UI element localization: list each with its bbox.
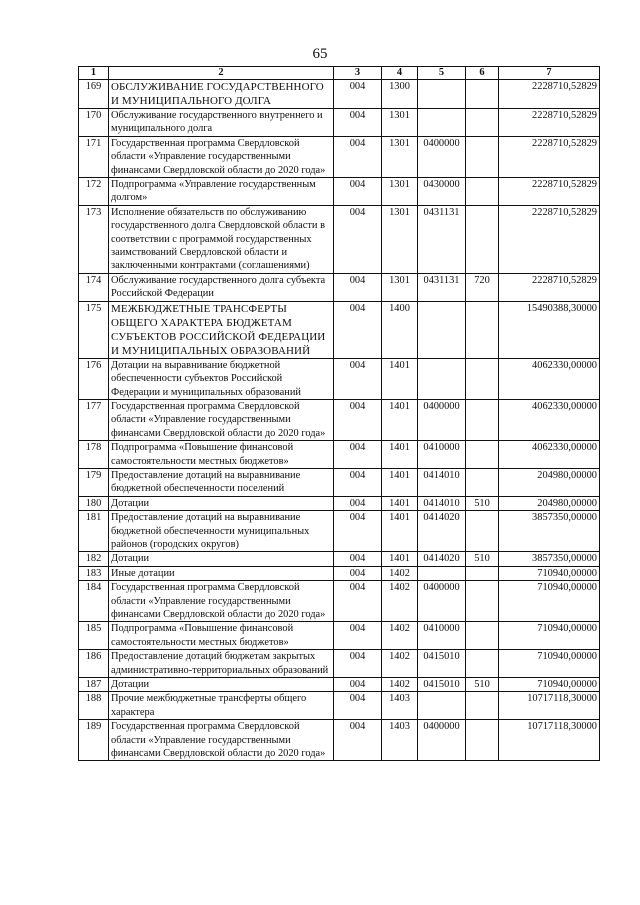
- target-code: [418, 109, 466, 137]
- row-sum: 2228710,52829: [499, 109, 600, 137]
- table-row: [79, 109, 600, 137]
- row-sum: 3857350,00000: [499, 511, 600, 552]
- admin-code: 004: [334, 511, 382, 552]
- expense-type-code: [466, 136, 499, 177]
- table-row: [79, 301, 600, 358]
- row-sum: 2228710,52829: [499, 273, 600, 301]
- admin-code: 004: [334, 80, 382, 109]
- row-sum: 204980,00000: [499, 468, 600, 496]
- target-code: 0431131: [418, 205, 466, 273]
- row-sum: 710940,00000: [499, 678, 600, 692]
- column-header: 2: [109, 67, 334, 80]
- expense-type-code: [466, 468, 499, 496]
- row-sum: 4062330,00000: [499, 358, 600, 399]
- row-name: Дотации: [109, 496, 334, 510]
- admin-code: 004: [334, 650, 382, 678]
- table-row: [79, 650, 600, 678]
- section-code: 1402: [382, 581, 418, 622]
- table-row: [79, 496, 600, 510]
- row-number: 179: [79, 468, 109, 496]
- target-code: 0415010: [418, 678, 466, 692]
- row-name: Подпрограмма «Управление государственным долгом»: [109, 178, 334, 206]
- target-code: [418, 692, 466, 720]
- row-number: 181: [79, 511, 109, 552]
- expense-type-code: [466, 358, 499, 399]
- expense-type-code: [466, 80, 499, 109]
- table-row: [79, 468, 600, 496]
- admin-code: 004: [334, 205, 382, 273]
- expense-type-code: 510: [466, 496, 499, 510]
- target-code: 0430000: [418, 178, 466, 206]
- admin-code: 004: [334, 678, 382, 692]
- column-header: 1: [79, 67, 109, 80]
- table-row: [79, 80, 600, 109]
- column-header: 4: [382, 67, 418, 80]
- expense-type-code: [466, 178, 499, 206]
- row-number: 178: [79, 441, 109, 469]
- table-row: [79, 273, 600, 301]
- expense-type-code: [466, 581, 499, 622]
- row-number: 175: [79, 301, 109, 358]
- table-row: [79, 136, 600, 177]
- section-code: 1301: [382, 109, 418, 137]
- expense-type-code: [466, 720, 499, 761]
- target-code: 0415010: [418, 650, 466, 678]
- table-row: [79, 358, 600, 399]
- table-row: [79, 622, 600, 650]
- section-code: 1402: [382, 566, 418, 580]
- target-code: [418, 566, 466, 580]
- row-name: Иные дотации: [109, 566, 334, 580]
- admin-code: 004: [334, 720, 382, 761]
- row-number: 188: [79, 692, 109, 720]
- table-row: [79, 178, 600, 206]
- expense-type-code: [466, 301, 499, 358]
- target-code: 0414010: [418, 468, 466, 496]
- table-row: [79, 678, 600, 692]
- admin-code: 004: [334, 441, 382, 469]
- target-code: 0400000: [418, 720, 466, 761]
- target-code: [418, 358, 466, 399]
- row-sum: 10717118,30000: [499, 692, 600, 720]
- section-code: 1402: [382, 678, 418, 692]
- row-sum: 2228710,52829: [499, 136, 600, 177]
- target-code: 0414010: [418, 496, 466, 510]
- section-code: 1401: [382, 468, 418, 496]
- row-number: 184: [79, 581, 109, 622]
- row-name: ОБСЛУЖИВАНИЕ ГОСУДАРСТВЕННОГО И МУНИЦИПАЛЬНОГО ДОЛГА: [109, 80, 334, 109]
- row-number: 174: [79, 273, 109, 301]
- expense-type-code: 510: [466, 678, 499, 692]
- target-code: [418, 301, 466, 358]
- section-code: 1401: [382, 399, 418, 440]
- table-row: [79, 566, 600, 580]
- admin-code: 004: [334, 496, 382, 510]
- row-sum: 2228710,52829: [499, 178, 600, 206]
- row-number: 173: [79, 205, 109, 273]
- admin-code: 004: [334, 136, 382, 177]
- row-name: Обслуживание государственного внутреннего и муниципального долга: [109, 109, 334, 137]
- column-header: 3: [334, 67, 382, 80]
- table-row: [79, 399, 600, 440]
- expense-type-code: [466, 109, 499, 137]
- admin-code: 004: [334, 622, 382, 650]
- section-code: 1401: [382, 552, 418, 566]
- row-number: 176: [79, 358, 109, 399]
- admin-code: 004: [334, 399, 382, 440]
- section-code: 1301: [382, 273, 418, 301]
- column-header: 7: [499, 67, 600, 80]
- section-code: 1300: [382, 80, 418, 109]
- expense-type-code: [466, 650, 499, 678]
- section-code: 1400: [382, 301, 418, 358]
- row-sum: 10717118,30000: [499, 720, 600, 761]
- row-name: Исполнение обязательств по обслуживанию государственного долга Свердловской области в соответствии с программой государственных заимствований Свердловской области и заключенными контрактами (соглашениями): [109, 205, 334, 273]
- row-name: Государственная программа Свердловской области «Управление государственными финансами Свердловской области до 2020 года»: [109, 581, 334, 622]
- header-row: [79, 67, 600, 80]
- row-name: Подпрограмма «Повышение финансовой самостоятельности местных бюджетов»: [109, 441, 334, 469]
- section-code: 1401: [382, 441, 418, 469]
- section-code: 1301: [382, 136, 418, 177]
- section-code: 1401: [382, 496, 418, 510]
- target-code: 0400000: [418, 581, 466, 622]
- row-name: Дотации: [109, 678, 334, 692]
- expense-type-code: 510: [466, 552, 499, 566]
- expense-type-code: [466, 205, 499, 273]
- row-number: 186: [79, 650, 109, 678]
- row-number: 180: [79, 496, 109, 510]
- row-sum: 4062330,00000: [499, 399, 600, 440]
- section-code: 1301: [382, 178, 418, 206]
- column-header: 5: [418, 67, 466, 80]
- row-name: Дотации: [109, 552, 334, 566]
- target-code: 0400000: [418, 399, 466, 440]
- row-name: Государственная программа Свердловской области «Управление государственными финансами Свердловской области до 2020 года»: [109, 720, 334, 761]
- row-sum: 710940,00000: [499, 650, 600, 678]
- page-number: 65: [312, 46, 328, 62]
- expense-type-code: [466, 441, 499, 469]
- row-name: Дотации на выравнивание бюджетной обеспеченности субъектов Российской Федерации и муниципальных образований: [109, 358, 334, 399]
- row-number: 170: [79, 109, 109, 137]
- expense-type-code: [466, 511, 499, 552]
- row-sum: 710940,00000: [499, 566, 600, 580]
- admin-code: 004: [334, 358, 382, 399]
- row-name: Предоставление дотаций на выравнивание бюджетной обеспеченности поселений: [109, 468, 334, 496]
- row-sum: 3857350,00000: [499, 552, 600, 566]
- target-code: 0410000: [418, 622, 466, 650]
- row-number: 172: [79, 178, 109, 206]
- section-code: 1402: [382, 622, 418, 650]
- admin-code: 004: [334, 581, 382, 622]
- target-code: 0414020: [418, 511, 466, 552]
- expense-type-code: [466, 622, 499, 650]
- section-code: 1401: [382, 358, 418, 399]
- row-sum: 2228710,52829: [499, 80, 600, 109]
- table-row: [79, 441, 600, 469]
- row-sum: 2228710,52829: [499, 205, 600, 273]
- row-sum: 710940,00000: [499, 622, 600, 650]
- row-number: 187: [79, 678, 109, 692]
- admin-code: 004: [334, 552, 382, 566]
- target-code: 0414020: [418, 552, 466, 566]
- table-row: [79, 552, 600, 566]
- row-name: Подпрограмма «Повышение финансовой самостоятельности местных бюджетов»: [109, 622, 334, 650]
- table-body: [79, 80, 600, 761]
- target-code: 0431131: [418, 273, 466, 301]
- row-sum: 15490388,30000: [499, 301, 600, 358]
- table-row: [79, 205, 600, 273]
- admin-code: 004: [334, 301, 382, 358]
- target-code: 0410000: [418, 441, 466, 469]
- row-number: 185: [79, 622, 109, 650]
- section-code: 1401: [382, 511, 418, 552]
- row-name: Предоставление дотаций бюджетам закрытых административно-территориальных образований: [109, 650, 334, 678]
- table-row: [79, 511, 600, 552]
- row-number: 169: [79, 80, 109, 109]
- row-number: 182: [79, 552, 109, 566]
- table-row: [79, 720, 600, 761]
- admin-code: 004: [334, 109, 382, 137]
- row-name: Прочие межбюджетные трансферты общего характера: [109, 692, 334, 720]
- row-number: 171: [79, 136, 109, 177]
- target-code: 0400000: [418, 136, 466, 177]
- admin-code: 004: [334, 468, 382, 496]
- row-name: Обслуживание государственного долга субъекта Российской Федерации: [109, 273, 334, 301]
- budget-table: [78, 66, 600, 761]
- expense-type-code: [466, 692, 499, 720]
- section-code: 1403: [382, 692, 418, 720]
- section-code: 1402: [382, 650, 418, 678]
- row-number: 189: [79, 720, 109, 761]
- table-row: [79, 692, 600, 720]
- admin-code: 004: [334, 273, 382, 301]
- admin-code: 004: [334, 566, 382, 580]
- expense-type-code: [466, 399, 499, 440]
- admin-code: 004: [334, 178, 382, 206]
- row-sum: 4062330,00000: [499, 441, 600, 469]
- row-name: Государственная программа Свердловской области «Управление государственными финансами Свердловской области до 2020 года»: [109, 399, 334, 440]
- row-sum: 710940,00000: [499, 581, 600, 622]
- row-sum: 204980,00000: [499, 496, 600, 510]
- expense-type-code: 720: [466, 273, 499, 301]
- target-code: [418, 80, 466, 109]
- admin-code: 004: [334, 692, 382, 720]
- row-number: 177: [79, 399, 109, 440]
- row-name: Государственная программа Свердловской области «Управление государственными финансами Свердловской области до 2020 года»: [109, 136, 334, 177]
- row-name: МЕЖБЮДЖЕТНЫЕ ТРАНСФЕРТЫ ОБЩЕГО ХАРАКТЕРА БЮДЖЕТАМ СУБЪЕКТОВ РОССИЙСКОЙ ФЕДЕРАЦИИ И МУНИЦИПАЛЬНЫХ ОБРАЗОВАНИЙ: [109, 301, 334, 358]
- row-number: 183: [79, 566, 109, 580]
- column-header: 6: [466, 67, 499, 80]
- row-name: Предоставление дотаций на выравнивание бюджетной обеспеченности муниципальных районов (городских округов): [109, 511, 334, 552]
- section-code: 1403: [382, 720, 418, 761]
- expense-type-code: [466, 566, 499, 580]
- section-code: 1301: [382, 205, 418, 273]
- table-row: [79, 581, 600, 622]
